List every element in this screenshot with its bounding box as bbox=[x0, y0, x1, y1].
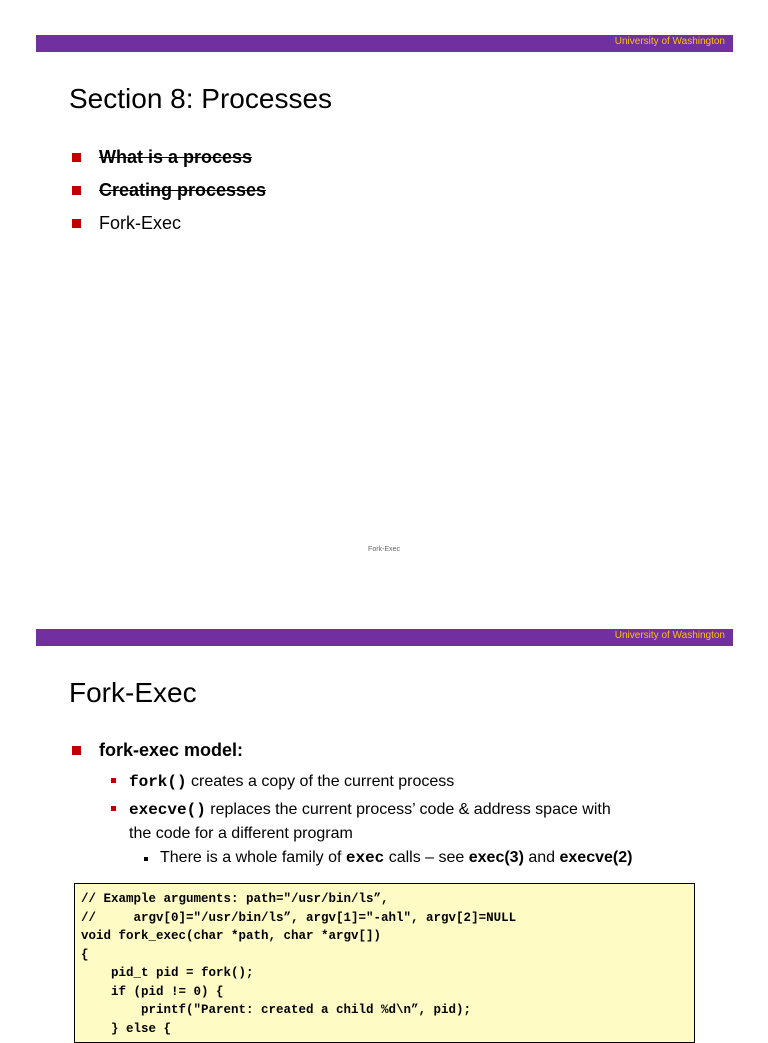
text: calls – see bbox=[384, 849, 469, 866]
bullet-icon bbox=[72, 219, 81, 228]
code-line: pid_t pid = fork(); bbox=[81, 966, 254, 980]
code-line: { bbox=[81, 947, 89, 962]
code-line: } else { bbox=[81, 1021, 172, 1036]
bullet-icon bbox=[111, 806, 116, 811]
code-line: // Example arguments: path="/usr/bin/ls”, bbox=[81, 892, 389, 906]
list-item bbox=[72, 147, 252, 168]
bullet-text: What is a process bbox=[99, 147, 253, 167]
bullet-icon bbox=[111, 778, 116, 783]
sub-bullet bbox=[111, 798, 611, 845]
list-item bbox=[72, 740, 243, 761]
man-page-ref: exec(3) bbox=[468, 849, 524, 866]
bullet-text: Fork-Exec bbox=[99, 213, 182, 233]
bullet-text: Creating processes bbox=[99, 180, 267, 200]
bullet-icon bbox=[72, 746, 81, 755]
slide-footer: Fork-Exec bbox=[368, 546, 400, 553]
bullet-text: fork-exec model: bbox=[99, 740, 244, 760]
code-line: // argv[0]="/usr/bin/ls”, argv[1]="-ahl", argv[2]=NULL bbox=[81, 910, 517, 925]
code-line: if (pid != 0) { bbox=[81, 984, 224, 999]
code-block bbox=[74, 883, 695, 1043]
page-title: Fork-Exec bbox=[69, 677, 197, 708]
page-title: Section 8: Processes bbox=[69, 83, 333, 114]
bullet-icon bbox=[72, 153, 81, 162]
list-item bbox=[72, 213, 181, 234]
sub-bullet-text-cont: the code for a different program bbox=[129, 825, 353, 842]
bullet-icon bbox=[144, 857, 148, 861]
code-term: exec bbox=[345, 849, 385, 867]
code-line: void fork_exec(char *path, char *argv[]) bbox=[81, 929, 382, 943]
bullet-icon bbox=[72, 186, 81, 195]
man-page-ref: execve(2) bbox=[559, 849, 633, 866]
header-bar bbox=[36, 35, 733, 52]
code-term: execve() bbox=[129, 801, 206, 819]
text: and bbox=[523, 849, 560, 866]
header-bar bbox=[36, 629, 733, 646]
university-label: University of Washington bbox=[614, 630, 725, 641]
text: There is a whole family of bbox=[160, 849, 346, 866]
sub-sub-bullet bbox=[144, 849, 632, 867]
university-label: University of Washington bbox=[614, 36, 725, 47]
sub-bullet-text: replaces the current process’ code & address space with bbox=[205, 801, 611, 818]
code-line: printf("Parent: created a child %d\n”, pid); bbox=[81, 1003, 472, 1017]
sub-bullet-text: creates a copy of the current process bbox=[186, 773, 455, 790]
sub-bullet bbox=[111, 770, 454, 794]
list-item bbox=[72, 180, 266, 201]
code-term: fork() bbox=[129, 773, 187, 791]
